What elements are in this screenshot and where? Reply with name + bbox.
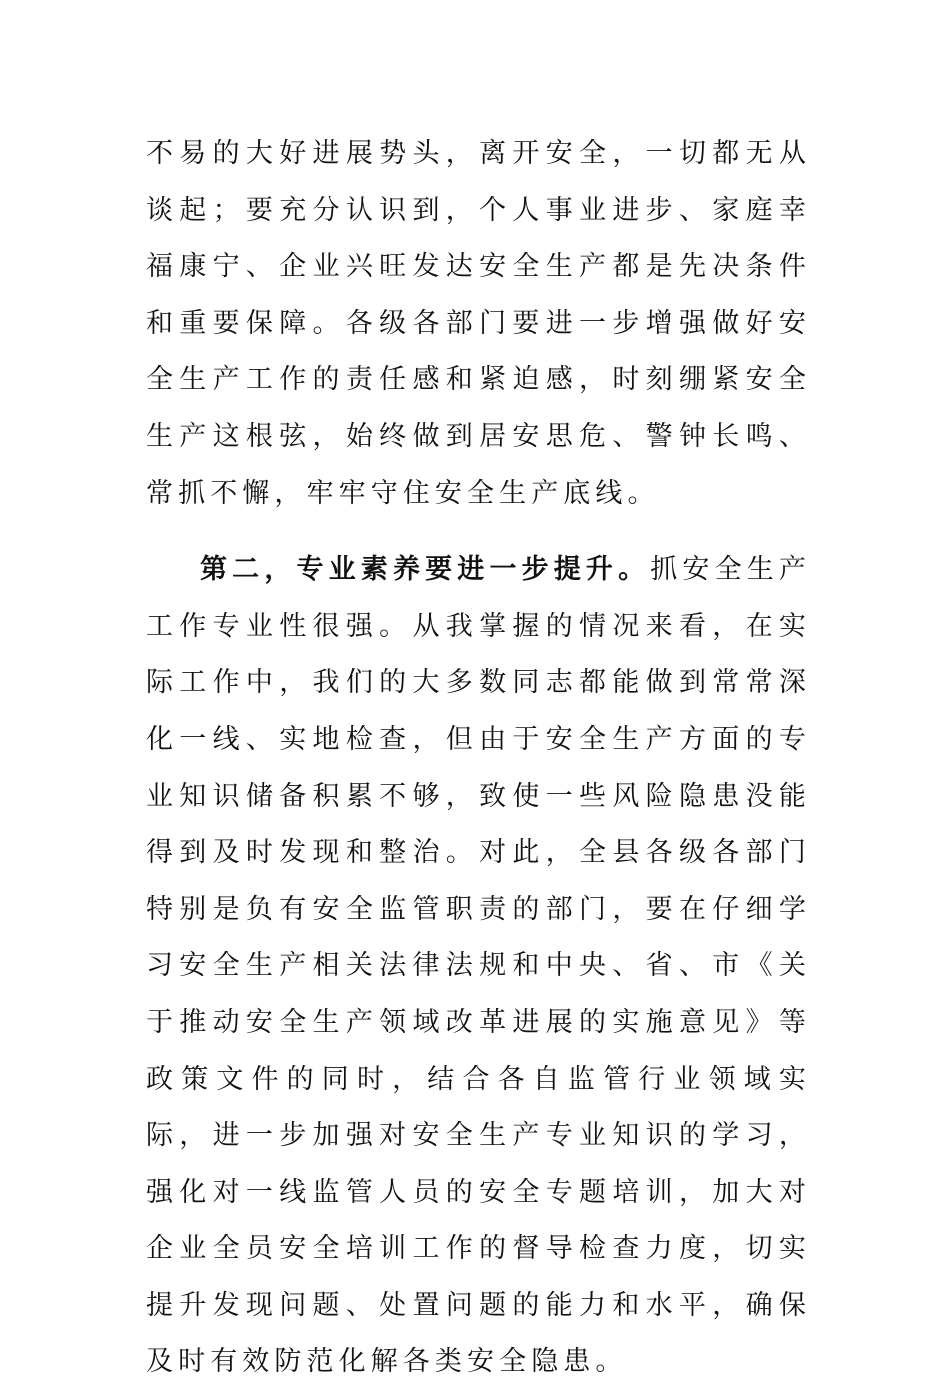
paragraph-second-point	[146, 542, 811, 1391]
paragraph-text: 不易的大好进展势头，离开安全，一切都无从谈起；要充分认识到，个人事业进步、家庭幸福康宁、企业兴旺发达安全生产都是先决条件和重要保障。各级各部门要进一步增强做好安全生产工作的责任感和紧迫感，时刻绷紧安全生产这根弦，始终做到居安思危、警钟长鸣、常抓不懈，牢牢守住安全生产底线。	[146, 138, 811, 509]
paragraph-lead-heading: 第二，专业素养要进一步提升。	[200, 554, 651, 586]
paragraph-continuation	[146, 126, 811, 522]
paragraph-text: 抓安全生产工作专业性很强。从我掌握的情况来看，在实际工作中，我们的大多数同志都能做到常常深化一线、实地检查，但由于安全生产方面的专业知识储备积累不够，致使一些风险隐患没能得到及时发现和整治。对此，全县各级各部门特别是负有安全监管职责的部门，要在仔细学习安全生产相关法律法规和中央、省、市《关于推动安全生产领域改革进展的实施意见》等政策文件的同时，结合各自监管行业领域实际，进一步加强对安全生产专业知识的学习，强化对一线监管人员的安全专题培训，加大对企业全员安全培训工作的督导检查力度，切实提升发现问题、处置问题的能力和水平，确保及时有效防范化解各类安全隐患。	[146, 554, 811, 1378]
document-body	[146, 126, 811, 1391]
